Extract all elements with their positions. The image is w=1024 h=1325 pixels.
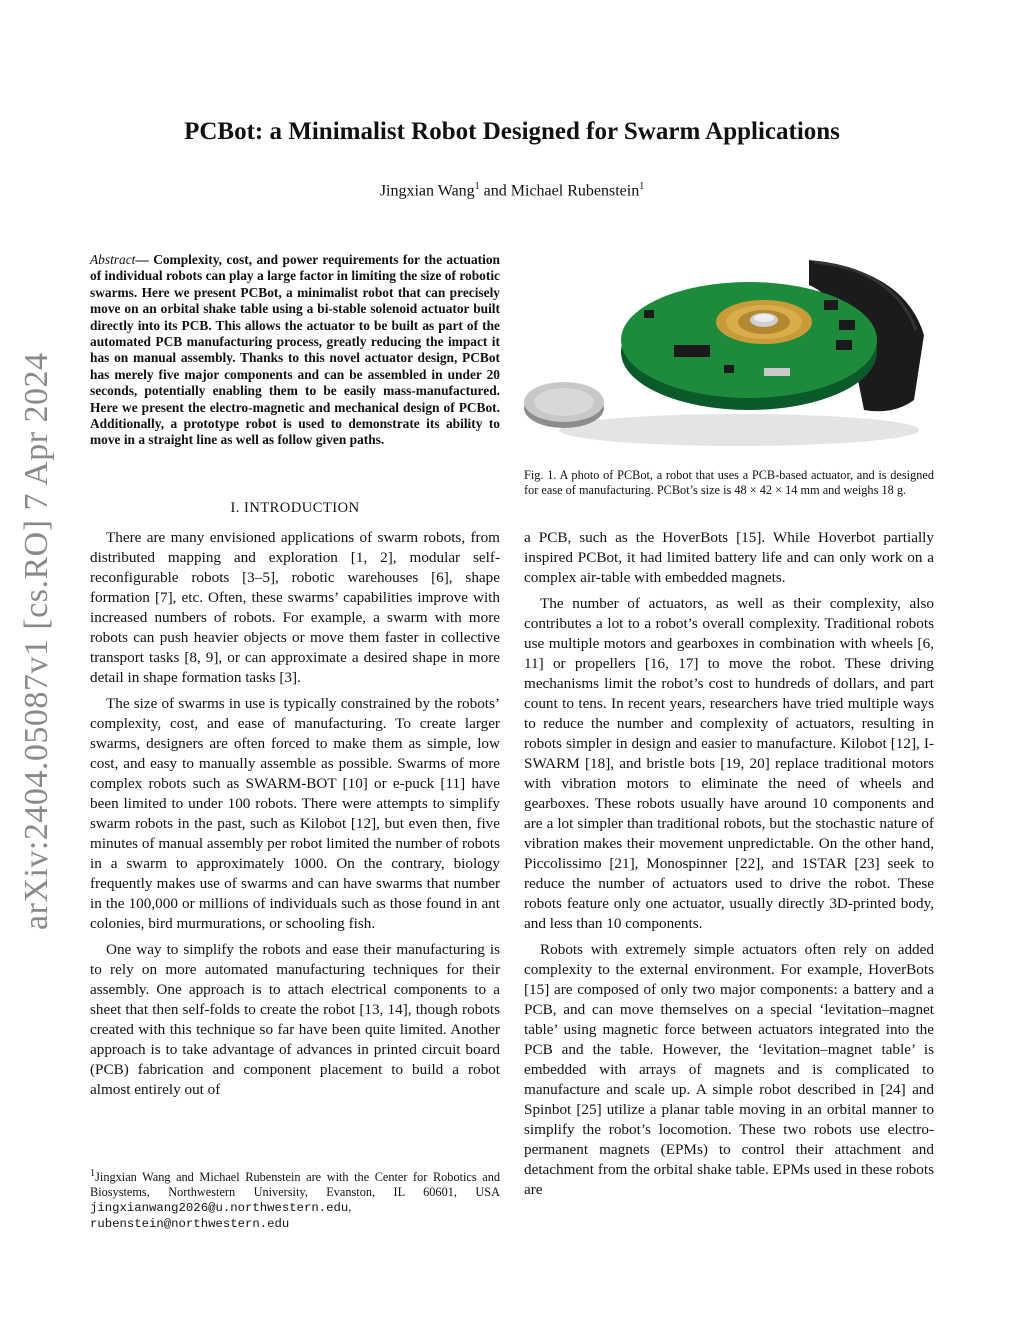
author-1: Jingxian Wang <box>379 182 475 200</box>
chip <box>839 320 855 330</box>
arxiv-identifier: arXiv:2404.05087v1 [cs.RO] 7 Apr 2024 <box>18 352 55 930</box>
header-pins <box>764 368 790 376</box>
paragraph: The size of swarms in use is typically constrained by the robots’ complexity, cost, and ease of manufacturing. To create larger swarms, designers are often forced to make them as simple, low cost, and easy to manually assemble as possible. Swarms of more complex robots such as SWARM-BOT [10] or e-puck [11] have been limited to under 100 robots. There were attempts to simplify swarm robots in the past, such as Kilobot [12], but even then, five minutes of manual assembly per robot limited the number of robots in a swarm to approximately 1000. On the contrary, biology frequently makes use of swarms and can have swarms that number in the 100,000 or millions of individuals such as those found in ant colonies, bird murmurations, or schooling fish. <box>90 695 500 932</box>
chip <box>824 300 838 310</box>
affiliation-mark: 1 <box>474 181 480 192</box>
chip <box>836 340 852 350</box>
footnote-text: Jingxian Wang and Michael Rubenstein are with the Center for Robotics and Biosystems, Northwestern University, Evanston, IL 60601, USA <box>90 1170 500 1200</box>
abstract-label: Abstract <box>90 252 136 267</box>
chip <box>724 365 734 373</box>
figure-caption: Fig. 1. A photo of PCBot, a robot that uses a PCB-based actuator, and is designed for ease of manufacturing. PCBot’s size is 48 × 42 × 14 mm and weighs 18 g. <box>524 468 934 498</box>
chip <box>674 345 710 357</box>
abstract <box>90 252 500 449</box>
paragraph: a PCB, such as the HoverBots [15]. While Hoverbot partially inspired PCBot, it had limited battery life and can only work on a complex air-table with embedded magnets. <box>524 529 934 586</box>
author-2: and Michael Rubenstein <box>479 182 640 200</box>
paragraph: There are many envisioned applications of swarm robots, from distributed mapping and exploration [1, 2], modular self-reconfigurable robots [3–5], robotic warehouses [6], shape formation [7], etc. Often, these swarms’ capabilities improve with increased numbers of robots. For example, a swarm with more robots can push heavier objects or move them faster in collective transport tasks [8, 9], or can approximate a desired shape in more detail in shape formation tasks [3]. <box>90 529 500 686</box>
footnote-sep: , <box>348 1200 352 1215</box>
chip <box>644 310 654 318</box>
email-link[interactable]: jingxianwang2026@u.northwestern.edu <box>90 1201 349 1216</box>
footnote-mark: 1 <box>90 1168 96 1179</box>
author-line <box>0 181 1024 200</box>
paragraph: Robots with extremely simple actuators often rely on added complexity to the external environment. For example, HoverBots [15] are composed of only two major components: a battery and a PCB, and can move themselves on a special ‘levitation–magnet table’ using magnetic force between actuators integrated into the PCB and the table. However, the ‘levitation–magnet table’ is embedded with arrays of magnets and is complicated to manufacture and scale up. A simple robot described in [24] and Spinbot [25] utilize a planar table moving in an orbital manner to simplify the robot’s locomotion. These two robots use electro-permanent magnets (EPMs) to control their attachment and detachment from the orbital shake table. EPMs used in these robots are <box>524 941 934 1198</box>
section-heading: I. INTRODUCTION <box>230 500 360 516</box>
affiliation-mark: 1 <box>639 181 645 192</box>
paper-title: PCBot: a Minimalist Robot Designed for Swarm Applications <box>184 118 840 145</box>
footnote <box>90 1166 500 1232</box>
right-column-body <box>524 528 934 1206</box>
email-link[interactable]: rubenstein@northwestern.edu <box>90 1217 290 1232</box>
robot-photo <box>524 240 934 455</box>
left-column-body <box>90 528 500 1106</box>
abstract-body: — Complexity, cost, and power requirements for the actuation of individual robots can play a large factor in limiting the size of robotic swarms. Here we present PCBot, a minimalist robot that can precisely move on an orbital shake table using a bi-stable solenoid actuator built directly into its PCB. This allows the actuator to be built as part of the automated PCB manufacturing process, greatly reducing the impact it has on manual assembly. Thanks to this novel actuator design, PCBot has merely five major components and can be assembled in under 20 seconds, potentially enabling them to be easily mass-manufactured. Here we present the electro-magnetic and mechanical design of PCBot. Additionally, a prototype robot is used to demonstrate its ability to move in a straight line as well as follow given paths. <box>90 252 500 448</box>
paragraph: One way to simplify the robots and ease their manufacturing is to rely on more automated manufacturing techniques for their assembly. One approach is to attach electrical components to a sheet that then self-folds to create the robot [13, 14], though robots created with this technique so far have been quite limited. Another approach is to take advantage of advances in printed circuit board (PCB) fabrication and component placement to build a robot almost entirely out of <box>90 941 500 1098</box>
paragraph: The number of actuators, as well as their complexity, also contributes a lot to a robot’s overall complexity. Traditional robots use multiple motors and gearboxes in combination with wheels [6, 11] or propellers [16, 17] to move the robot. These driving mechanisms limit the robot’s cost to hundreds of dollars, and part count to tens. In recent years, researchers have tried multiple ways to reduce the number and complexity of actuators, resulting in robots simpler in design and easier to manufacture. Kilobot [12], I-SWARM [18], and bristle bots [19, 20] replace traditional motors with vibration motors to eliminate the need of wheels and gearboxes. These robots usually have around 10 components and are a lot simpler than traditional robots, but the stochastic nature of vibration makes their movement unpredictable. On the other hand, Piccolissimo [21], Monospinner [22], and 1STAR [23] seek to reduce the number of actuators used to drive the robot. These robots feature only one actuator, usually directly 3D-printed body, and less than 10 components. <box>524 595 934 932</box>
